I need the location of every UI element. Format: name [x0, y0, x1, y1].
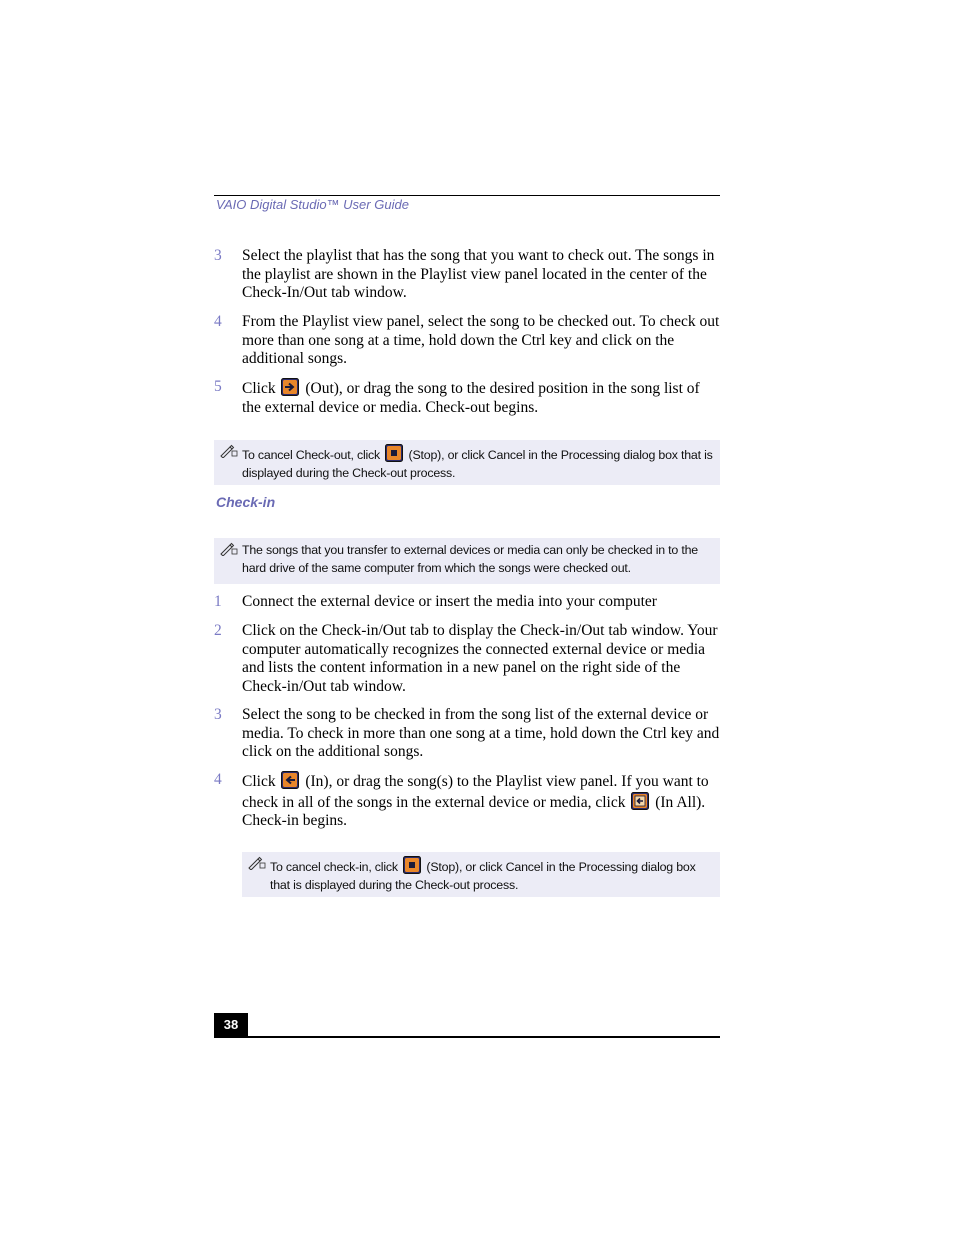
- step-number: 3: [214, 706, 222, 723]
- step-item: [214, 593, 720, 612]
- note-text: The songs that you transfer to external devices or media can only be checked in to the hard drive of the same computer from which the songs were checked out.: [242, 543, 698, 575]
- pencil-note-icon: [220, 542, 238, 556]
- step-item: [214, 706, 720, 762]
- step-text-start: Click: [242, 773, 276, 790]
- step-text-start: Click: [242, 380, 276, 397]
- stop-icon: [403, 856, 421, 874]
- step-item: [214, 622, 720, 697]
- header-rule: [214, 195, 720, 196]
- step-number: 2: [214, 622, 222, 639]
- step-number: 3: [214, 247, 222, 264]
- step-text: Connect the external device or insert the media into your computer: [242, 593, 657, 610]
- step-text-end: (In All). Check-in begins.: [242, 793, 706, 830]
- check-out-arrow-icon: [281, 378, 299, 396]
- note-text-start: To cancel check-in, click: [270, 860, 398, 874]
- stop-icon: [385, 444, 403, 462]
- check-in-all-icon: [631, 792, 649, 810]
- note-cancel-checkin: [242, 852, 720, 897]
- step-item: [214, 378, 720, 417]
- step-text: Select the song to be checked in from the song list of the external device or media. To check in more than one song at a time, hold down the Ctrl key and click on the additional songs.: [242, 706, 720, 761]
- note-text-start: To cancel Check-out, click: [242, 448, 381, 462]
- step-text: From the Playlist view panel, select the song to be checked out. To check out more than one song at a time, hold down the Ctrl key and click on the additional songs.: [242, 313, 720, 368]
- step-text: Select the playlist that has the song that you want to check out. The songs in the playlist are shown in the Playlist view panel located in the center of the Check-In/Out tab window.: [242, 247, 715, 302]
- step-number: 5: [214, 378, 222, 395]
- note-cancel-checkout: [214, 440, 720, 485]
- step-text: [242, 378, 720, 417]
- step-number: 1: [214, 593, 222, 610]
- step-text: [242, 771, 720, 831]
- pencil-note-icon: [220, 444, 238, 458]
- check-in-arrow-icon: [281, 771, 299, 789]
- step-text: Click on the Check-in/Out tab to display the Check-in/Out tab window. Your computer automatically recognizes the connected external device or media and lists the content information in a new panel on the right side of the Check-in/Out tab window.: [242, 622, 718, 696]
- section-heading-check-in: Check-in: [216, 494, 276, 510]
- header-title: VAIO Digital Studio™ User Guide: [216, 197, 409, 212]
- step-item: [214, 313, 720, 369]
- step-number: 4: [214, 313, 222, 330]
- step-text-end: (Out), or drag the song to the desired position in the song list of the external device or media. Check-out begins.: [242, 380, 700, 416]
- step-number: 4: [214, 771, 222, 788]
- pencil-note-icon: [248, 856, 266, 870]
- step-text-middle: (In), or drag the song(s) to the Playlist view panel. If you want to check in all of the songs in the external device or media, click: [242, 773, 709, 811]
- note-text-end: (Stop), or click Cancel in the Processing dialog box that is displayed during the Check-out process.: [270, 860, 696, 892]
- page-number: 38: [214, 1013, 248, 1036]
- step-item: [214, 247, 720, 303]
- step-item: [214, 771, 720, 831]
- footer-rule: [214, 1036, 720, 1038]
- note-text-end: (Stop), or click Cancel in the Processing dialog box that is displayed during the Check-out process.: [242, 448, 713, 480]
- note-checkin-info: [214, 538, 720, 584]
